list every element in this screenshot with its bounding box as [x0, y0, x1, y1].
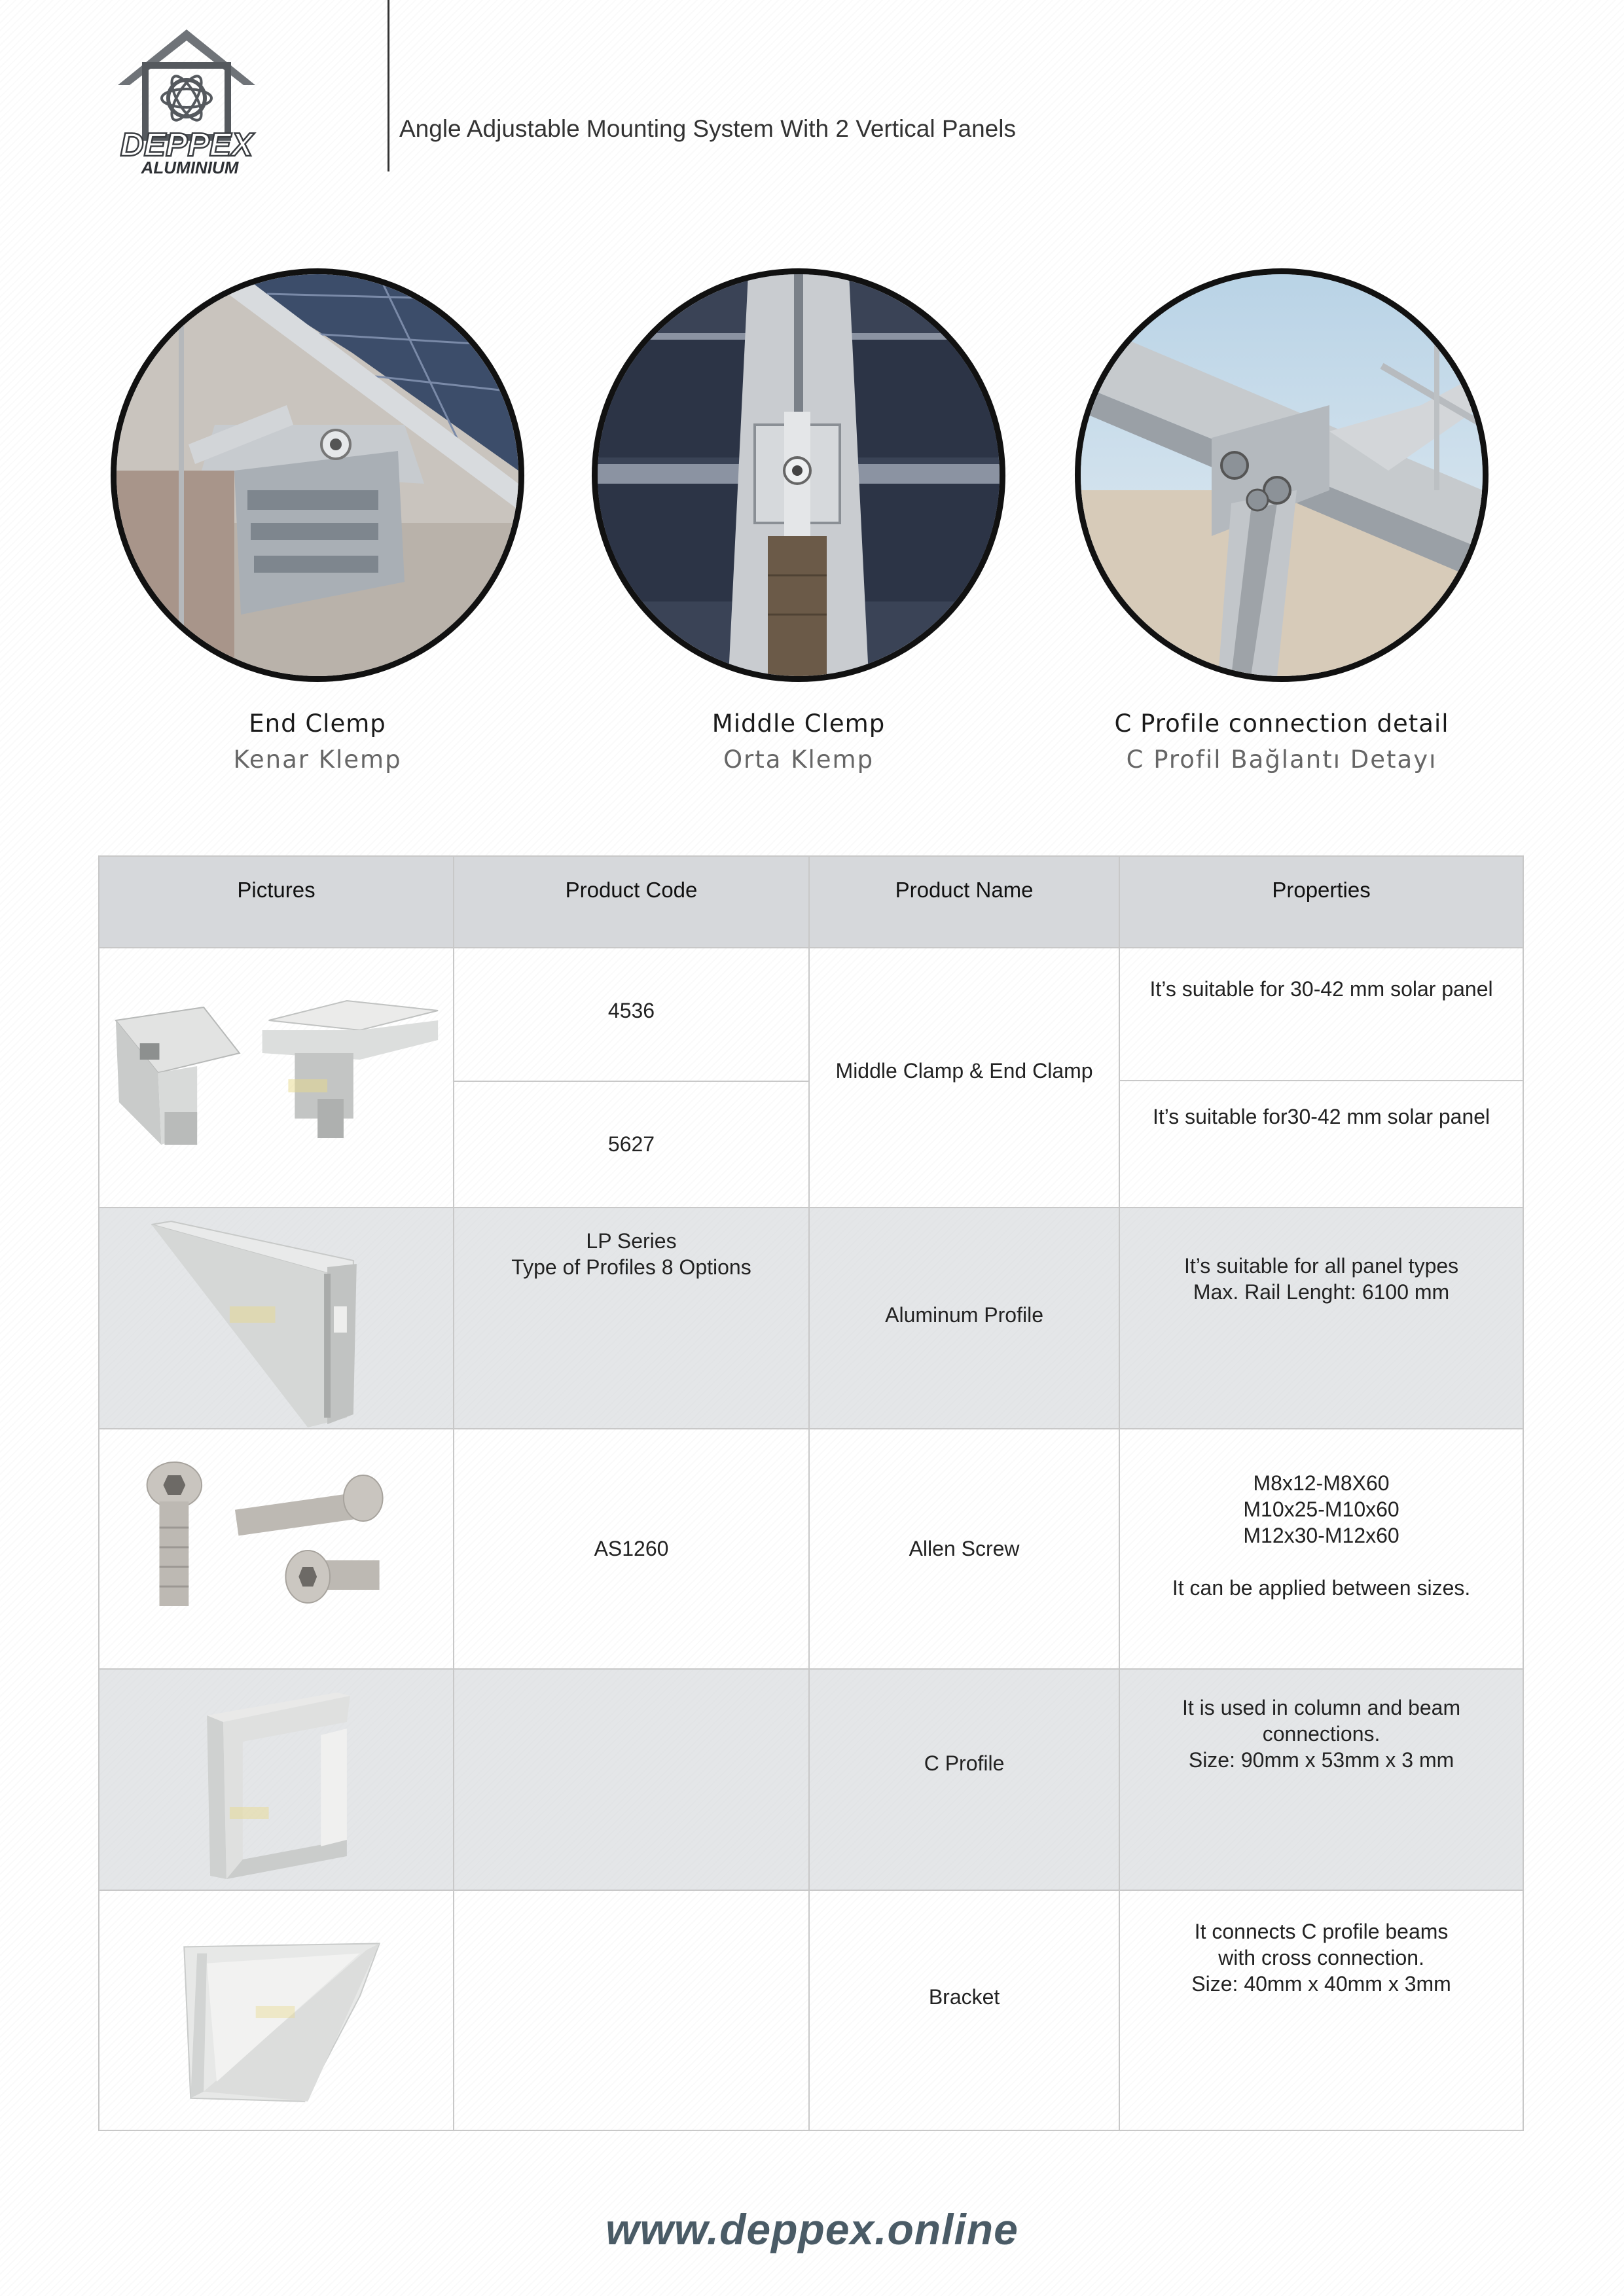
product-property-line: with cross connection. — [1218, 1946, 1424, 1969]
c-profile-picture — [99, 1670, 454, 1890]
feature-end-clamp — [108, 268, 527, 774]
table-header-row — [99, 857, 1523, 948]
product-property-line: M8x12-M8X60 — [1253, 1471, 1390, 1495]
product-property-line: connections. — [1262, 1722, 1380, 1746]
product-property-line: Size: 40mm x 40mm x 3mm — [1191, 1972, 1451, 1996]
product-property-line: It’s suitable for all panel types — [1183, 1254, 1459, 1278]
table-row — [99, 1429, 1523, 1670]
product-property: It’s suitable for30-42 mm solar panel — [1120, 1080, 1523, 1208]
header-divider — [388, 0, 389, 171]
feature-subtitle: C Profil Bağlantı Detayı — [1126, 745, 1437, 774]
column-header-pictures: Pictures — [99, 857, 454, 947]
feature-title: Middle Clemp — [712, 709, 886, 738]
product-property — [1120, 1208, 1523, 1428]
table-row — [99, 948, 1523, 1208]
footer-website-link[interactable]: www.deppex.online — [605, 2205, 1019, 2253]
product-code: 4536 — [607, 999, 655, 1023]
product-name: Middle Clamp & End Clamp — [810, 948, 1120, 1207]
product-code: AS1260 — [454, 1429, 810, 1668]
product-property-line: M12x30-M12x60 — [1243, 1524, 1399, 1547]
product-code — [454, 1208, 810, 1428]
product-property-line: M10x25-M10x60 — [1243, 1498, 1399, 1521]
column-header-properties: Properties — [1272, 878, 1371, 902]
feature-middle-clamp — [589, 268, 1008, 774]
page-title: Angle Adjustable Mounting System With 2 Vertical Panels — [399, 115, 1016, 142]
feature-title: C Profile connection detail — [1114, 709, 1449, 738]
feature-subtitle: Kenar Klemp — [233, 745, 402, 774]
product-code-line: Type of Profiles 8 Options — [511, 1255, 751, 1279]
deppex-logo — [98, 20, 281, 183]
product-property: It’s suitable for 30-42 mm solar panel — [1149, 977, 1493, 1001]
product-property — [1120, 1670, 1523, 1890]
product-name: Aluminum Profile — [810, 1208, 1120, 1428]
feature-c-profile-connection — [1072, 268, 1491, 774]
logo-subtext: ALUMINIUM — [141, 158, 239, 177]
table-row — [99, 1208, 1523, 1429]
product-property-line: It is used in column and beam — [1182, 1696, 1461, 1719]
column-header-product-name: Product Name — [810, 857, 1120, 947]
table-row — [99, 1670, 1523, 1891]
product-code — [454, 1670, 810, 1890]
product-property-line: It connects C profile beams — [1194, 1920, 1449, 1943]
product-property — [1120, 1891, 1523, 2130]
aluminum-profile-picture — [99, 1208, 454, 1428]
middle-clamp-photo — [592, 268, 1005, 682]
product-property-line: It can be applied between sizes. — [1172, 1576, 1471, 1600]
c-profile-connection-photo — [1075, 268, 1489, 682]
product-name: Allen Screw — [810, 1429, 1120, 1668]
product-property-line — [1120, 1549, 1523, 1575]
allen-screw-picture — [99, 1429, 454, 1668]
bracket-picture — [99, 1891, 454, 2130]
product-table — [98, 855, 1524, 2131]
product-code-line: LP Series — [586, 1229, 677, 1253]
product-name: Bracket — [810, 1891, 1120, 2130]
clamp-picture — [99, 948, 454, 1207]
product-property — [1120, 1429, 1523, 1668]
product-property-line: Max. Rail Lenght: 6100 mm — [1193, 1280, 1450, 1304]
table-row — [99, 1891, 1523, 2130]
product-name: C Profile — [810, 1670, 1120, 1890]
column-header-product-code: Product Code — [454, 857, 810, 947]
feature-title: End Clemp — [249, 709, 386, 738]
end-clamp-photo — [111, 268, 524, 682]
product-property-line: Size: 90mm x 53mm x 3 mm — [1188, 1748, 1454, 1772]
product-code — [454, 1891, 810, 2130]
feature-subtitle: Orta Klemp — [723, 745, 875, 774]
logo-text: DEPPEX — [120, 126, 253, 163]
product-code: 5627 — [454, 1081, 808, 1208]
